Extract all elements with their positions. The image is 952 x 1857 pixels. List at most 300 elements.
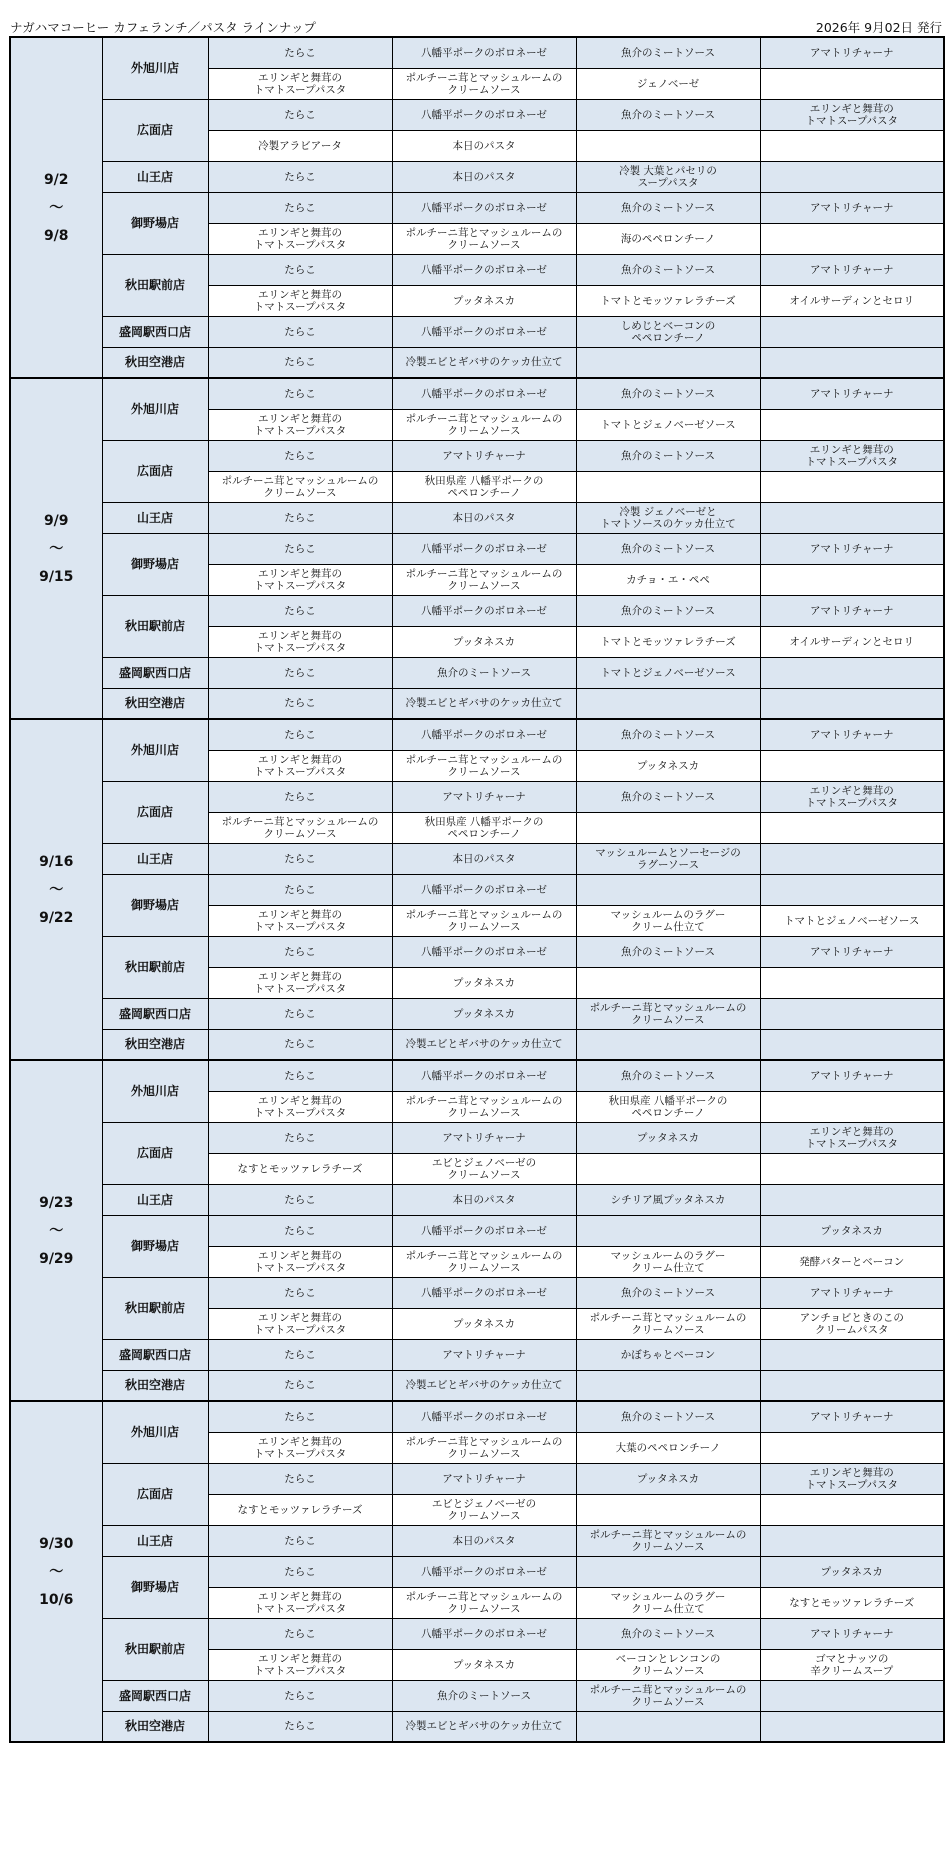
table-row [10, 1215, 944, 1246]
menu-item-name: たらこ [284, 666, 316, 679]
menu-item-cell [208, 1463, 392, 1494]
menu-item-name: ポルチーニ茸とマッシュルームの クリームソース [405, 1590, 563, 1615]
menu-item-cell [392, 502, 576, 533]
menu-item-cell [760, 905, 944, 936]
menu-item-name: カチョ・エ・ペペ [626, 573, 710, 586]
menu-item-name: プッタネスカ [820, 1565, 883, 1578]
menu-item-cell [208, 843, 392, 874]
menu-item-cell [760, 750, 944, 781]
week-block [10, 1060, 944, 1401]
menu-item-cell [392, 533, 576, 564]
menu-item-cell [576, 1122, 760, 1153]
table-row [10, 657, 944, 688]
menu-item-cell [392, 1215, 576, 1246]
menu-item-cell [208, 533, 392, 564]
menu-item-cell [392, 1339, 576, 1370]
menu-item-name: たらこ [284, 604, 316, 617]
menu-item-cell [392, 409, 576, 440]
menu-item-cell [208, 1711, 392, 1742]
menu-item-cell [392, 1308, 576, 1339]
menu-item-cell [760, 1649, 944, 1680]
menu-item-name: 魚介のミートソース [621, 201, 715, 214]
menu-item-cell [208, 750, 392, 781]
menu-item-cell [576, 874, 760, 905]
menu-item-name: なすとモッツァレラチーズ [237, 1162, 363, 1175]
menu-item-cell [576, 1029, 760, 1060]
menu-item-cell [760, 99, 944, 130]
store-name: 秋田空港店 [102, 1370, 208, 1401]
menu-item-name: アマトリチャーナ [442, 1131, 526, 1144]
menu-item-name: 魚介のミートソース [621, 604, 715, 617]
menu-item-name: たらこ [284, 1193, 316, 1206]
menu-item-cell [760, 1370, 944, 1401]
menu-item-cell [760, 657, 944, 688]
menu-item-name: アマトリチャーナ [810, 728, 894, 741]
week-range [10, 719, 102, 1060]
menu-item-name: 本日のパスタ [452, 511, 516, 524]
menu-item-name: 冷製エビとギバサのケッカ仕立て [405, 356, 563, 369]
menu-item-name: 魚介のミートソース [437, 1689, 531, 1702]
menu-item-name: かぼちゃとベーコン [620, 1348, 716, 1361]
menu-item-name: ポルチーニ茸とマッシュルームの クリームソース [405, 412, 563, 437]
menu-item-cell [760, 1711, 944, 1742]
menu-item-cell [576, 1432, 760, 1463]
menu-item-cell [208, 223, 392, 254]
menu-item-cell [576, 223, 760, 254]
menu-item-cell [760, 1122, 944, 1153]
menu-item-name: 本日のパスタ [452, 139, 516, 152]
menu-item-name: トマトとジェノベーゼソース [784, 914, 920, 927]
table-row [10, 781, 944, 812]
table-row [10, 1618, 944, 1649]
menu-item-cell [576, 1401, 760, 1432]
store-name: 盛岡駅西口店 [102, 316, 208, 347]
menu-item-name: ポルチーニ茸とマッシュルームの クリームソース [405, 1094, 563, 1119]
menu-item-cell [392, 1029, 576, 1060]
menu-item-cell [576, 998, 760, 1029]
menu-item-cell [392, 68, 576, 99]
menu-item-name: ポルチーニ茸とマッシュルームの クリームソース [589, 1001, 747, 1026]
table-row [10, 161, 944, 192]
week-range [10, 1401, 102, 1742]
menu-item-name: 八幡平ポークのボロネーゼ [421, 263, 547, 276]
menu-item-name: プッタネスカ [636, 759, 700, 772]
menu-item-name: エリンギと舞茸の トマトスープパスタ [253, 970, 347, 995]
menu-item-cell [760, 130, 944, 161]
menu-item-name: 魚介のミートソース [621, 542, 715, 555]
menu-item-name: マッシュルームのラグー クリーム仕立て [610, 1249, 726, 1274]
menu-item-name: エリンギと舞茸の トマトスープパスタ [253, 753, 347, 778]
store-name: 秋田空港店 [102, 347, 208, 378]
store-name: 広面店 [102, 1122, 208, 1184]
menu-item-cell [760, 1153, 944, 1184]
menu-item-cell [208, 657, 392, 688]
menu-item-name: アマトリチャーナ [810, 1410, 894, 1423]
menu-item-cell [760, 502, 944, 533]
store-name: 御野場店 [102, 1556, 208, 1618]
menu-item-name: 八幡平ポークのボロネーゼ [421, 108, 547, 121]
menu-item-cell [760, 719, 944, 750]
menu-item-cell [208, 595, 392, 626]
menu-item-name: エリンギと舞茸の トマトスープパスタ [805, 102, 898, 127]
menu-item-name: アマトリチャーナ [810, 542, 894, 555]
lineup-table [9, 36, 945, 1743]
menu-item-cell [392, 1618, 576, 1649]
store-name: 盛岡駅西口店 [102, 1680, 208, 1711]
menu-item-name: アマトリチャーナ [810, 46, 894, 59]
menu-item-cell [760, 1184, 944, 1215]
store-name: 外旭川店 [102, 719, 208, 781]
store-name: 御野場店 [102, 533, 208, 595]
menu-item-name: 八幡平ポークのボロネーゼ [421, 1286, 547, 1299]
store-name: 御野場店 [102, 874, 208, 936]
store-name: 御野場店 [102, 1215, 208, 1277]
menu-item-cell [576, 440, 760, 471]
menu-item-name: たらこ [284, 46, 316, 59]
menu-item-cell [760, 874, 944, 905]
menu-item-name: トマトとモッツァレラチーズ [600, 294, 736, 307]
menu-item-name: 魚介のミートソース [621, 1286, 715, 1299]
week-range-label: 9/2 ～ 9/8 [43, 171, 69, 244]
menu-item-cell [760, 812, 944, 843]
menu-item-name: 冷製 ジェノベーゼと トマトソースのケッカ仕立て [600, 505, 736, 530]
menu-item-cell [576, 1308, 760, 1339]
week-range [10, 378, 102, 719]
menu-item-cell [392, 37, 576, 68]
menu-item-name: エリンギと舞茸の トマトスープパスタ [253, 1590, 347, 1615]
menu-item-cell [576, 812, 760, 843]
menu-item-name: 八幡平ポークのボロネーゼ [421, 201, 547, 214]
menu-item-name: 冷製エビとギバサのケッカ仕立て [405, 1720, 563, 1733]
menu-item-cell [760, 843, 944, 874]
menu-item-cell [760, 471, 944, 502]
table-row [10, 316, 944, 347]
menu-item-name: 魚介のミートソース [621, 108, 715, 121]
week-range-label: 9/30 ～ 10/6 [39, 1535, 74, 1608]
menu-item-name: 八幡平ポークのボロネーゼ [421, 325, 547, 338]
menu-item-cell [208, 1370, 392, 1401]
table-row [10, 347, 944, 378]
table-row [10, 688, 944, 719]
store-name: 御野場店 [102, 192, 208, 254]
menu-item-cell [392, 1680, 576, 1711]
menu-item-cell [760, 378, 944, 409]
table-row [10, 1525, 944, 1556]
menu-item-name: 魚介のミートソース [621, 263, 715, 276]
menu-item-name: アマトリチャーナ [810, 1286, 894, 1299]
menu-item-cell [576, 254, 760, 285]
menu-item-cell [760, 254, 944, 285]
menu-item-cell [576, 1060, 760, 1091]
menu-item-name: アマトリチャーナ [442, 449, 526, 462]
menu-item-cell [760, 936, 944, 967]
menu-item-name: エリンギと舞茸の トマトスープパスタ [253, 288, 347, 313]
menu-item-name: アマトリチャーナ [442, 790, 526, 803]
menu-item-cell [392, 99, 576, 130]
menu-item-name: なすとモッツァレラチーズ [237, 1503, 363, 1516]
menu-item-name: たらこ [284, 852, 316, 865]
menu-item-name: 魚介のミートソース [621, 449, 715, 462]
store-name: 広面店 [102, 1463, 208, 1525]
menu-item-cell [760, 967, 944, 998]
menu-item-name: たらこ [284, 170, 316, 183]
menu-item-name: 本日のパスタ [452, 1193, 516, 1206]
menu-item-name: ジェノベーゼ [636, 77, 700, 90]
menu-item-name: マッシュルームのラグー クリーム仕立て [610, 1590, 726, 1615]
table-row [10, 1680, 944, 1711]
menu-item-name: 魚介のミートソース [621, 790, 715, 803]
menu-item-cell [392, 471, 576, 502]
table-row [10, 936, 944, 967]
menu-item-name: エリンギと舞茸の トマトスープパスタ [805, 443, 898, 468]
menu-item-cell [392, 1091, 576, 1122]
menu-item-cell [208, 254, 392, 285]
table-row [10, 843, 944, 874]
menu-item-name: アマトリチャーナ [810, 263, 894, 276]
menu-item-name: アンチョビときのこの クリームパスタ [799, 1311, 904, 1336]
menu-item-name: たらこ [284, 356, 316, 369]
menu-item-cell [576, 688, 760, 719]
menu-item-cell [760, 68, 944, 99]
store-name: 秋田空港店 [102, 688, 208, 719]
menu-item-cell [760, 1308, 944, 1339]
store-name: 山王店 [102, 161, 208, 192]
week-block [10, 1401, 944, 1742]
week-range-label: 9/16 ～ 9/22 [39, 853, 74, 926]
week-block [10, 37, 944, 378]
store-name: 秋田空港店 [102, 1029, 208, 1060]
menu-item-cell [392, 812, 576, 843]
menu-item-name: エリンギと舞茸の トマトスープパスタ [253, 1311, 347, 1336]
menu-item-cell [208, 409, 392, 440]
menu-item-cell [576, 533, 760, 564]
menu-item-name: しめじとベーコンの ペペロンチーノ [620, 319, 716, 344]
menu-item-cell [576, 471, 760, 502]
menu-item-cell [576, 99, 760, 130]
menu-item-cell [392, 998, 576, 1029]
menu-item-cell [576, 626, 760, 657]
menu-item-name: エリンギと舞茸の トマトスープパスタ [253, 1094, 347, 1119]
document-header [10, 20, 942, 36]
menu-item-cell [208, 285, 392, 316]
menu-item-cell [576, 1494, 760, 1525]
menu-item-cell [392, 1184, 576, 1215]
menu-item-cell [392, 1401, 576, 1432]
menu-item-name: 八幡平ポークのボロネーゼ [421, 46, 547, 59]
store-name: 外旭川店 [102, 37, 208, 99]
menu-item-name: 秋田県産 八幡平ポークの ペペロンチーノ [424, 815, 544, 840]
menu-item-name: ポルチーニ茸とマッシュルームの クリームソース [405, 567, 563, 592]
store-name: 外旭川店 [102, 1401, 208, 1463]
menu-item-name: エリンギと舞茸の トマトスープパスタ [253, 226, 347, 251]
menu-item-cell [392, 688, 576, 719]
menu-item-cell [392, 1277, 576, 1308]
menu-item-name: トマトとジェノベーゼソース [600, 666, 736, 679]
menu-item-cell [208, 1308, 392, 1339]
menu-item-cell [576, 37, 760, 68]
menu-item-name: ポルチーニ茸とマッシュルームの クリームソース [589, 1311, 747, 1336]
menu-item-cell [208, 347, 392, 378]
menu-item-name: ベーコンとレンコンの クリームソース [615, 1652, 721, 1677]
menu-item-cell [208, 564, 392, 595]
menu-item-name: プッタネスカ [452, 1658, 516, 1671]
menu-item-cell [392, 161, 576, 192]
menu-item-name: たらこ [284, 542, 316, 555]
menu-item-name: エリンギと舞茸の トマトスープパスタ [253, 1249, 347, 1274]
menu-item-name: エリンギと舞茸の トマトスープパスタ [253, 412, 347, 437]
menu-item-cell [208, 1215, 392, 1246]
menu-item-cell [208, 1432, 392, 1463]
menu-item-cell [392, 1587, 576, 1618]
menu-item-cell [576, 502, 760, 533]
menu-item-cell [208, 1122, 392, 1153]
menu-item-name: プッタネスカ [452, 294, 516, 307]
menu-item-name: ポルチーニ茸とマッシュルームの クリームソース [221, 815, 379, 840]
menu-item-cell [760, 1556, 944, 1587]
menu-item-cell [760, 564, 944, 595]
menu-item-cell [208, 967, 392, 998]
table-row [10, 874, 944, 905]
menu-item-name: たらこ [284, 511, 316, 524]
table-row [10, 37, 944, 68]
menu-item-name: たらこ [284, 449, 316, 462]
menu-item-cell [576, 1649, 760, 1680]
menu-item-cell [392, 1525, 576, 1556]
menu-item-cell [576, 68, 760, 99]
menu-item-cell [392, 843, 576, 874]
menu-item-name: たらこ [284, 1534, 316, 1547]
menu-item-cell [760, 161, 944, 192]
menu-item-cell [576, 1153, 760, 1184]
menu-item-cell [208, 1649, 392, 1680]
menu-item-name: アマトリチャーナ [810, 1627, 894, 1640]
menu-item-name: ポルチーニ茸とマッシュルームの クリームソース [405, 226, 563, 251]
table-row [10, 595, 944, 626]
menu-item-name: 冷製エビとギバサのケッカ仕立て [405, 1379, 563, 1392]
menu-item-name: 冷製 大葉とパセリの スープパスタ [619, 164, 717, 189]
menu-item-name: 八幡平ポークのボロネーゼ [421, 1069, 547, 1082]
table-row [10, 1029, 944, 1060]
menu-item-cell [392, 285, 576, 316]
menu-item-cell [208, 1680, 392, 1711]
menu-item-name: 冷製エビとギバサのケッカ仕立て [405, 697, 563, 710]
document-title: ナガハマコーヒー カフェランチ／パスタ ラインナップ [10, 20, 316, 35]
menu-item-cell [392, 657, 576, 688]
menu-item-name: 魚介のミートソース [621, 1627, 715, 1640]
store-name: 山王店 [102, 1184, 208, 1215]
menu-item-cell [208, 161, 392, 192]
menu-item-cell [208, 1091, 392, 1122]
menu-item-cell [760, 1587, 944, 1618]
menu-item-cell [208, 781, 392, 812]
menu-item-name: マッシュルームとソーセージの ラグーソース [595, 846, 741, 871]
table-row [10, 254, 944, 285]
menu-item-name: 秋田県産 八幡平ポークの ペペロンチーノ [608, 1094, 728, 1119]
menu-item-cell [760, 998, 944, 1029]
menu-item-name: 八幡平ポークのボロネーゼ [421, 604, 547, 617]
menu-item-name: プッタネスカ [452, 1007, 516, 1020]
store-name: 山王店 [102, 502, 208, 533]
store-name: 外旭川店 [102, 378, 208, 440]
menu-item-cell [576, 1091, 760, 1122]
menu-item-name: 魚介のミートソース [621, 728, 715, 741]
table-row [10, 1060, 944, 1091]
menu-item-cell [760, 688, 944, 719]
menu-item-cell [760, 533, 944, 564]
menu-item-name: たらこ [284, 1007, 316, 1020]
menu-item-name: アマトリチャーナ [442, 1472, 526, 1485]
menu-item-name: 魚介のミートソース [621, 46, 715, 59]
menu-item-cell [208, 1029, 392, 1060]
menu-item-name: 八幡平ポークのボロネーゼ [421, 387, 547, 400]
menu-item-name: たらこ [284, 1565, 316, 1578]
menu-item-name: ポルチーニ茸とマッシュルームの クリームソース [221, 474, 379, 499]
menu-item-cell [576, 936, 760, 967]
menu-item-cell [576, 1339, 760, 1370]
menu-item-name: 本日のパスタ [452, 170, 516, 183]
menu-item-name: たらこ [284, 1627, 316, 1640]
menu-item-name: アマトリチャーナ [810, 1069, 894, 1082]
menu-item-cell [576, 285, 760, 316]
menu-item-name: エリンギと舞茸の トマトスープパスタ [805, 784, 898, 809]
menu-item-cell [208, 99, 392, 130]
menu-item-name: たらこ [284, 1038, 316, 1051]
menu-item-cell [208, 688, 392, 719]
menu-item-cell [576, 905, 760, 936]
week-block [10, 719, 944, 1060]
menu-item-name: たらこ [284, 1131, 316, 1144]
menu-item-name: 本日のパスタ [452, 1534, 516, 1547]
menu-item-cell [576, 1711, 760, 1742]
menu-item-name: 八幡平ポークのボロネーゼ [421, 1410, 547, 1423]
menu-item-cell [208, 1339, 392, 1370]
menu-item-name: アマトリチャーナ [810, 201, 894, 214]
menu-item-cell [392, 750, 576, 781]
menu-item-cell [392, 1649, 576, 1680]
menu-item-name: プッタネスカ [820, 1224, 883, 1237]
menu-item-name: たらこ [284, 387, 316, 400]
menu-item-name: 八幡平ポークのボロネーゼ [421, 945, 547, 958]
menu-item-cell [208, 1494, 392, 1525]
menu-item-name: たらこ [284, 263, 316, 276]
menu-item-name: ポルチーニ茸とマッシュルームの クリームソース [405, 1249, 563, 1274]
table-row [10, 1463, 944, 1494]
menu-item-cell [760, 1091, 944, 1122]
store-name: 秋田駅前店 [102, 1618, 208, 1680]
menu-item-cell [208, 192, 392, 223]
menu-item-cell [576, 595, 760, 626]
menu-item-name: たらこ [284, 945, 316, 958]
menu-item-cell [576, 316, 760, 347]
menu-item-cell [576, 1277, 760, 1308]
store-name: 山王店 [102, 1525, 208, 1556]
menu-item-name: 魚介のミートソース [621, 1069, 715, 1082]
menu-item-cell [392, 1246, 576, 1277]
menu-item-name: アマトリチャーナ [810, 945, 894, 958]
menu-item-cell [392, 347, 576, 378]
menu-item-cell [392, 1432, 576, 1463]
menu-item-cell [392, 192, 576, 223]
menu-item-name: 冷製アラビアータ [258, 139, 342, 152]
table-row [10, 1711, 944, 1742]
menu-item-name: たらこ [284, 1689, 316, 1702]
menu-item-name: マッシュルームのラグー クリーム仕立て [610, 908, 726, 933]
menu-item-cell [576, 1556, 760, 1587]
menu-item-cell [392, 130, 576, 161]
menu-item-cell [576, 1680, 760, 1711]
menu-item-name: アマトリチャーナ [810, 604, 894, 617]
menu-item-name: エリンギと舞茸の トマトスープパスタ [253, 908, 347, 933]
